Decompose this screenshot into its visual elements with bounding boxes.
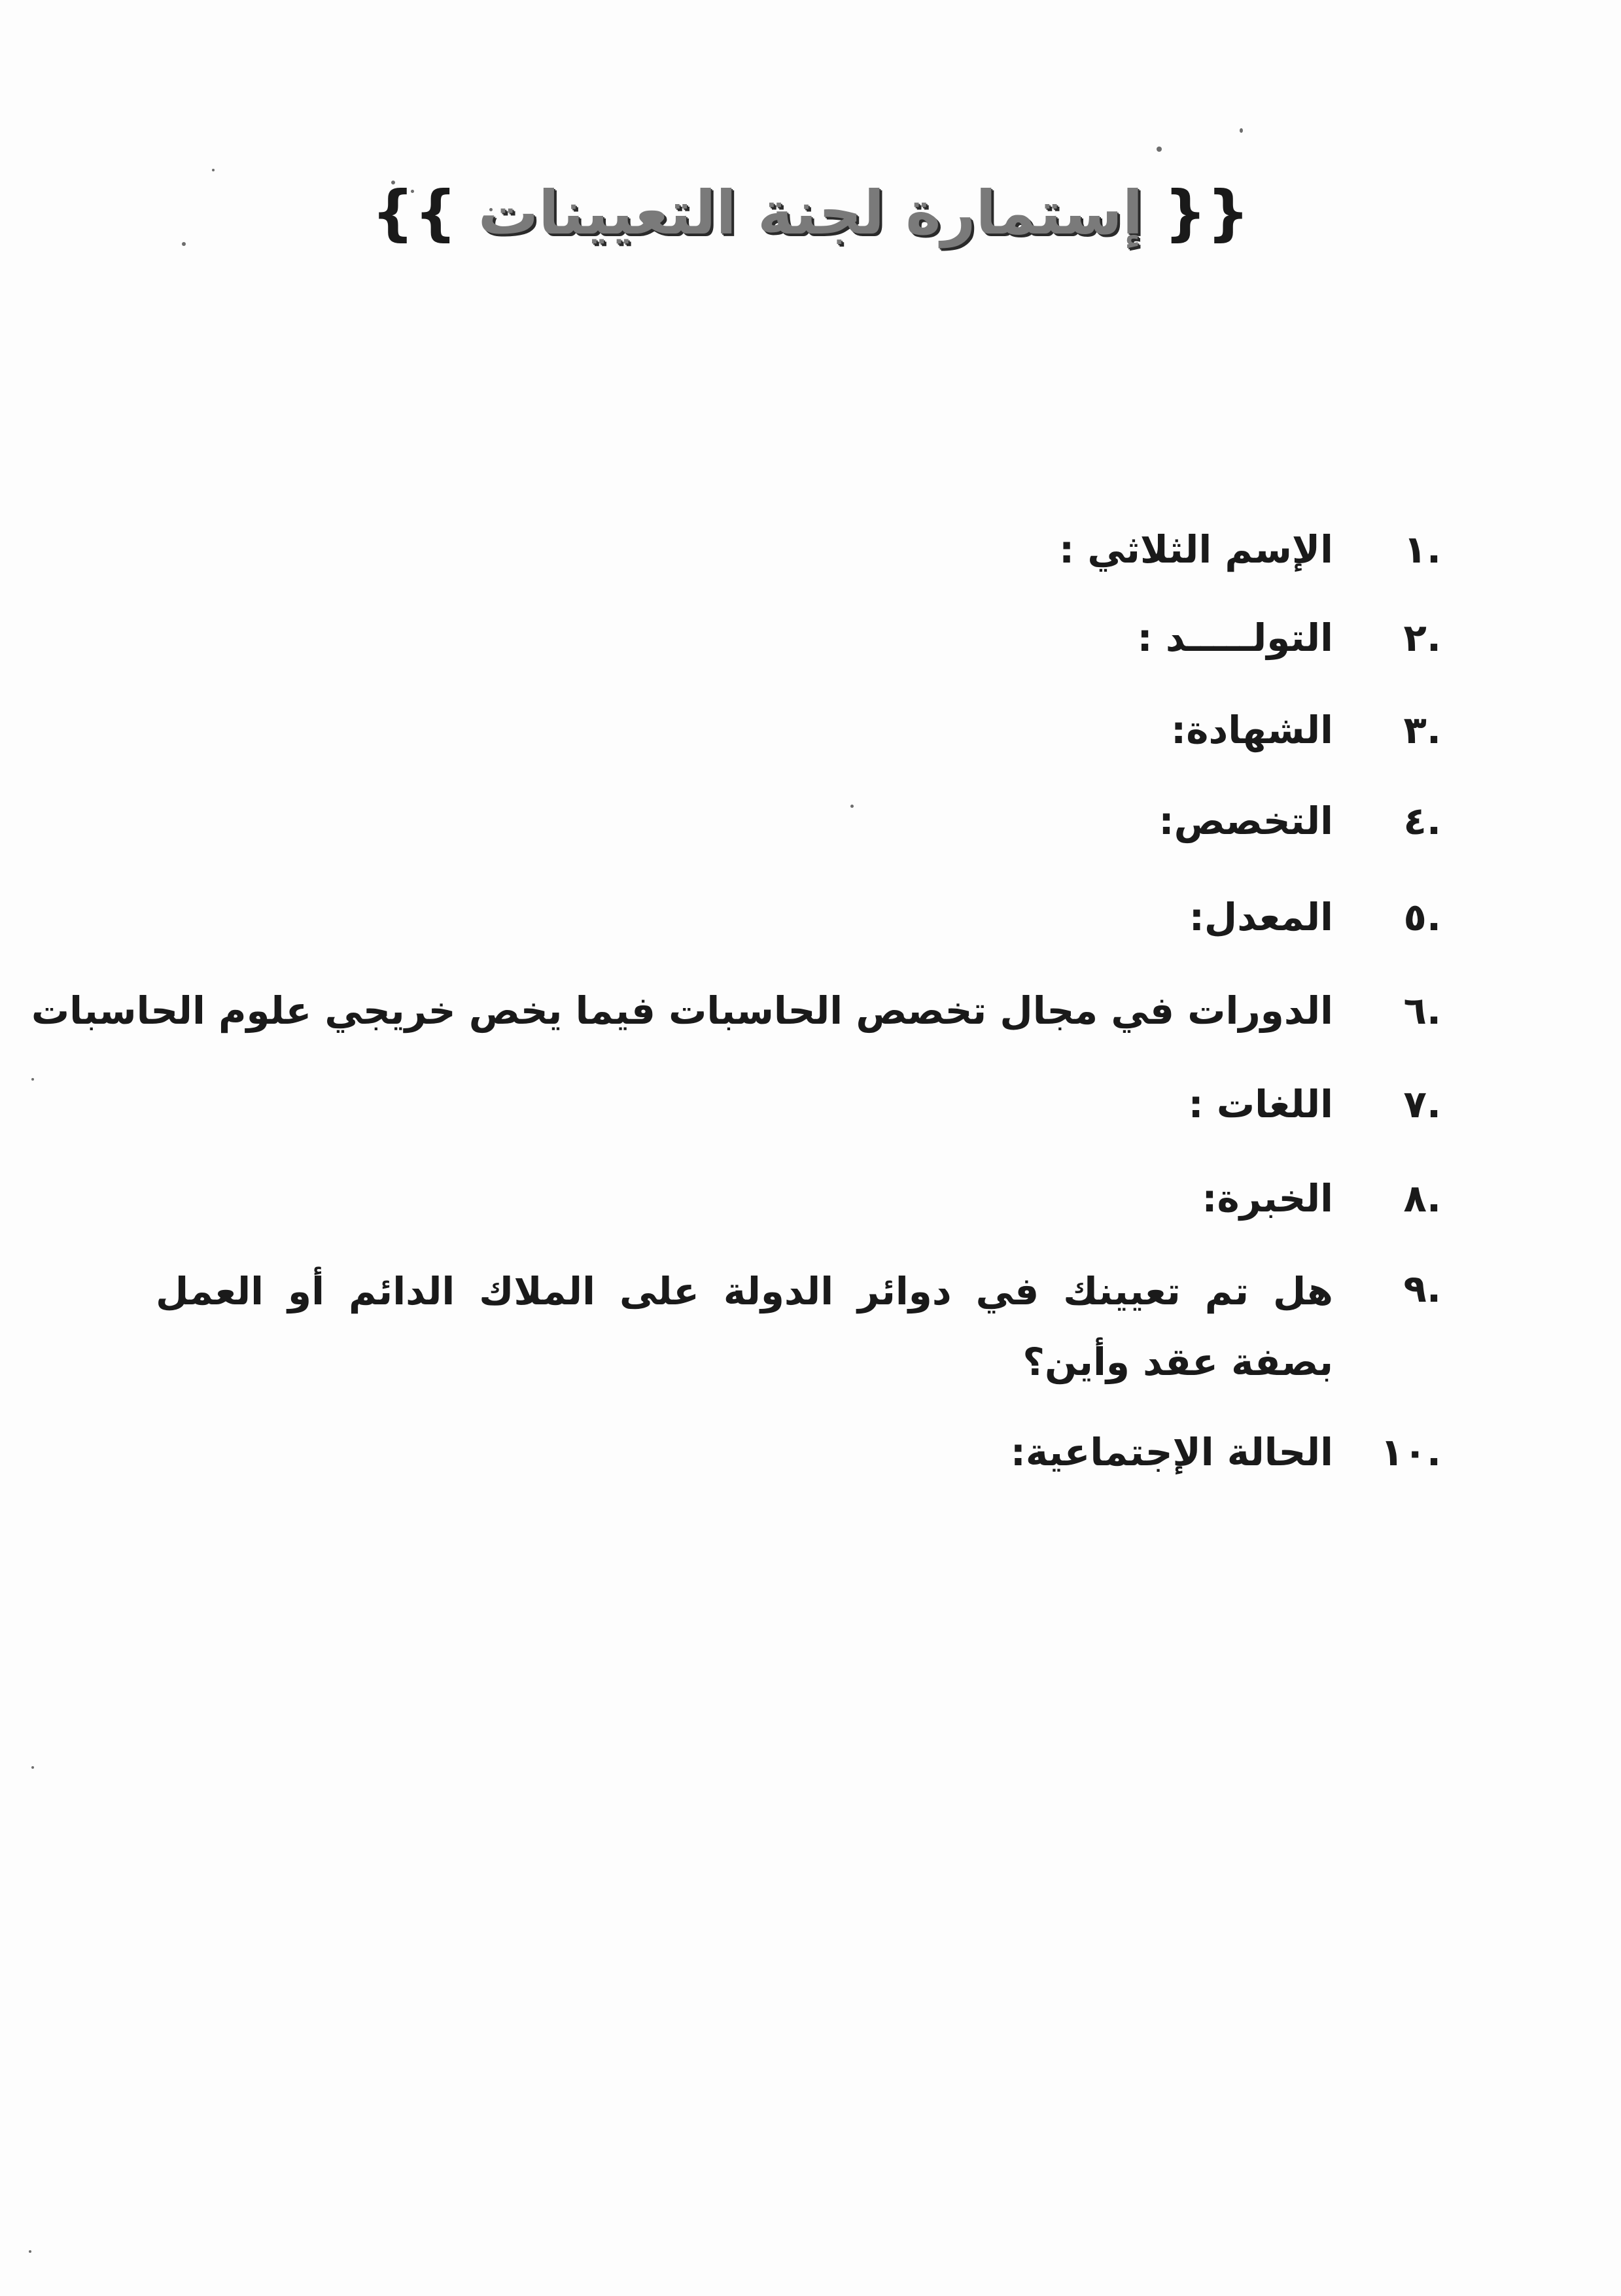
item-number: .٣ xyxy=(1403,708,1441,752)
form-item-languages xyxy=(0,1071,1621,1137)
item-number: .٢ xyxy=(1403,616,1441,660)
item-number: .٧ xyxy=(1403,1082,1441,1126)
form-item-birth xyxy=(0,605,1621,670)
item-label: التولـــــد : xyxy=(1137,616,1333,660)
scan-speck xyxy=(29,2250,31,2253)
item-number: .٤ xyxy=(1403,799,1441,843)
item-number: .٦ xyxy=(1403,988,1441,1033)
scan-speck xyxy=(1240,128,1243,133)
form-item-gpa xyxy=(0,884,1621,950)
item-number: .١٠ xyxy=(1380,1430,1441,1474)
item-number: .٥ xyxy=(1403,895,1441,939)
item-label: التخصص: xyxy=(1159,799,1333,843)
title-text: إستمارة لجنة التعيينات xyxy=(478,178,1143,248)
form-item-specialization xyxy=(0,788,1621,854)
scan-speck xyxy=(31,1766,34,1769)
item-number: .٩ xyxy=(1403,1266,1441,1311)
form-item-employment xyxy=(0,1256,1621,1387)
form-item-full-name xyxy=(0,517,1621,582)
title-open-brace: {{ xyxy=(1164,178,1250,248)
form-item-marital-status xyxy=(0,1419,1621,1485)
item-number: .٨ xyxy=(1403,1176,1441,1221)
form-item-courses xyxy=(0,978,1621,1043)
item-number: .١ xyxy=(1403,527,1441,572)
scan-speck xyxy=(1157,147,1162,152)
item-label: الدورات في مجال تخصص الحاسبات فيما يخص خريجي علوم الحاسبات xyxy=(31,988,1333,1033)
item-label: الحالة الإجتماعية: xyxy=(1010,1430,1333,1474)
form-item-experience xyxy=(0,1166,1621,1231)
scan-speck xyxy=(212,169,215,171)
item-label: هل تم تعيينك في دوائر الدولة على الملاك الدائم أو العمل بصفة عقد وأين؟ xyxy=(156,1269,1333,1384)
form-item-degree xyxy=(0,697,1621,763)
item-label: المعدل: xyxy=(1189,895,1333,939)
item-label: الإسم الثلاثي : xyxy=(1059,527,1333,572)
form-title xyxy=(0,178,1621,248)
title-close-brace: }} xyxy=(371,178,457,248)
item-label: الشهادة: xyxy=(1171,708,1333,752)
item-label: الخبرة: xyxy=(1202,1176,1333,1221)
item-label: اللغات : xyxy=(1188,1082,1333,1126)
